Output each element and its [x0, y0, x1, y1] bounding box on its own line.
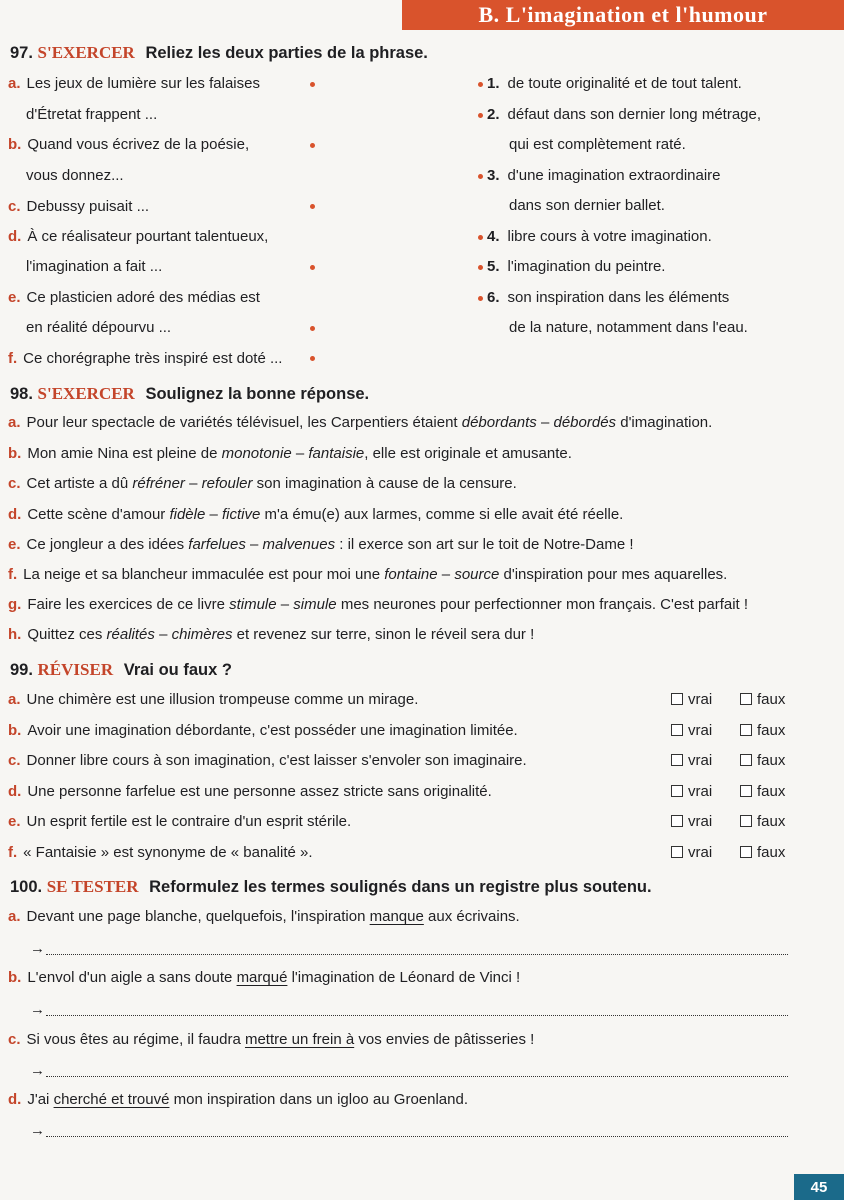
exercise-98-title	[10, 384, 369, 404]
underlined-term: cherché et trouvé	[53, 1091, 170, 1108]
checkbox-box[interactable]	[740, 846, 752, 858]
match-dot-left-d[interactable]	[310, 265, 315, 270]
true-false-item	[8, 783, 492, 800]
exercise-keyword: S'EXERCER	[37, 384, 135, 403]
arrow-icon: →	[30, 1122, 45, 1139]
item-text-after: d'imagination.	[616, 414, 713, 431]
item-text-before: Pour leur spectacle de variétés télévisuel, les Carpentiers étaient	[26, 414, 462, 431]
exercise-keyword: S'EXERCER	[37, 43, 135, 62]
checkbox-box[interactable]	[671, 785, 683, 797]
item-text-before: La neige et sa blancheur immaculée est pour moi une	[23, 566, 385, 583]
checkbox-box[interactable]	[671, 693, 683, 705]
option-separator: –	[276, 596, 294, 613]
match-dot-left-e[interactable]	[310, 326, 315, 331]
left-item-a	[8, 75, 260, 92]
answer-option-1[interactable]: fidèle	[169, 506, 206, 523]
exercise-number: 99.	[10, 661, 33, 679]
answer-option-2[interactable]: fantaisie	[308, 445, 365, 462]
reformulate-item	[8, 908, 520, 925]
exercise-98-item	[8, 506, 623, 523]
item-text-after: vos envies de pâtisseries !	[354, 1031, 535, 1048]
right-item-3	[487, 167, 721, 184]
exercise-instruction: Reliez les deux parties de la phrase.	[145, 44, 428, 62]
item-text-after: mes neurones pour perfectionner mon français. C'est parfait !	[336, 596, 749, 613]
match-dot-left-c[interactable]	[310, 204, 315, 209]
checkbox-box[interactable]	[740, 693, 752, 705]
item-text-before: Devant une page blanche, quelquefois, l'inspiration	[26, 908, 370, 925]
page-number-badge	[794, 1174, 844, 1200]
section-title: B. L'imagination et l'humour	[478, 2, 768, 27]
true-false-item	[8, 844, 313, 861]
true-checkbox[interactable]	[671, 783, 712, 800]
item-text-before: Si vous êtes au régime, il faudra	[26, 1031, 245, 1048]
exercise-99-title	[10, 660, 232, 680]
item-letter: d.	[8, 783, 22, 800]
right-item-2-cont: qui est complètement raté.	[509, 136, 686, 153]
left-item-c	[8, 198, 149, 215]
right-item-6	[487, 289, 729, 306]
answer-option-2[interactable]: fictive	[222, 506, 261, 523]
match-dot-right-3[interactable]	[478, 174, 483, 179]
answer-option-1[interactable]: débordants	[461, 414, 537, 431]
answer-option-1[interactable]: fontaine	[384, 566, 438, 583]
answer-option-1[interactable]: monotonie	[221, 445, 292, 462]
right-item-6-cont: de la nature, notamment dans l'eau.	[509, 319, 748, 336]
answer-option-1[interactable]: farfelues	[188, 536, 246, 553]
exercise-98-item	[8, 596, 748, 613]
true-checkbox[interactable]	[671, 752, 712, 769]
underlined-term: mettre un frein à	[244, 1031, 355, 1048]
match-dot-left-b[interactable]	[310, 143, 315, 148]
item-number: 5.	[487, 258, 500, 275]
item-letter: a.	[8, 908, 21, 925]
arrow-icon: →	[30, 940, 45, 957]
left-item-b-cont: vous donnez...	[26, 167, 124, 184]
item-letter: c.	[8, 475, 21, 492]
item-letter: d.	[8, 1091, 22, 1108]
option-separator: –	[184, 475, 202, 492]
true-checkbox[interactable]	[671, 691, 712, 708]
false-label: faux	[757, 783, 786, 800]
false-label: faux	[757, 752, 786, 769]
option-separator: –	[437, 566, 455, 583]
page-number: 45	[810, 1178, 828, 1196]
item-text: Avoir une imagination débordante, c'est posséder une imagination limitée.	[27, 722, 518, 739]
true-label: vrai	[688, 813, 713, 830]
answer-option-1[interactable]: réfréner	[132, 475, 185, 492]
item-text-after: mon inspiration dans un igloo au Groenland.	[169, 1091, 468, 1108]
false-checkbox[interactable]	[740, 844, 785, 861]
item-text-before: Quittez ces	[27, 626, 107, 643]
left-item-a-cont: d'Étretat frappent ...	[26, 106, 158, 123]
right-item-2	[487, 106, 761, 123]
item-text: son inspiration dans les éléments	[507, 289, 730, 306]
dotted-answer-field[interactable]	[46, 1015, 788, 1016]
left-item-f	[8, 350, 282, 367]
answer-option-2[interactable]: source	[454, 566, 500, 583]
item-letter: f.	[8, 566, 18, 583]
item-text-before: J'ai	[27, 1091, 54, 1108]
right-item-5	[487, 258, 665, 275]
exercise-instruction: Vrai ou faux ?	[123, 661, 232, 679]
exercise-98-item	[8, 566, 727, 583]
item-text-after: son imagination à cause de la censure.	[252, 475, 517, 492]
item-text: l'imagination du peintre.	[507, 258, 666, 275]
item-letter: b.	[8, 969, 22, 986]
match-dot-left-f[interactable]	[310, 356, 315, 361]
item-text-after: aux écrivains.	[423, 908, 520, 925]
answer-option-1[interactable]: stimule	[229, 596, 277, 613]
false-checkbox[interactable]	[740, 691, 785, 708]
item-text-after: et revenez sur terre, sinon le réveil sera dur !	[232, 626, 535, 643]
exercise-98-item	[8, 414, 712, 431]
item-text-before: Cette scène d'amour	[27, 506, 170, 523]
true-false-item	[8, 691, 418, 708]
checkbox-box[interactable]	[671, 815, 683, 827]
true-false-item	[8, 722, 518, 739]
option-separator: –	[205, 506, 222, 523]
false-checkbox[interactable]	[740, 783, 785, 800]
answer-line[interactable]	[30, 940, 788, 958]
item-text: Ce chorégraphe très inspiré est doté ...	[23, 350, 283, 367]
answer-option-2[interactable]: simule	[293, 596, 337, 613]
item-number: 2.	[487, 106, 500, 123]
false-label: faux	[757, 722, 786, 739]
item-text: « Fantaisie » est synonyme de « banalité ».	[23, 844, 313, 861]
arrow-icon: →	[30, 1001, 45, 1018]
item-text: Une personne farfelue est une personne assez stricte sans originalité.	[27, 783, 492, 800]
answer-option-2[interactable]: débordés	[553, 414, 617, 431]
arrow-icon: →	[30, 1062, 45, 1079]
item-letter: a.	[8, 414, 21, 431]
match-dot-left-a[interactable]	[310, 82, 315, 87]
item-letter: b.	[8, 722, 22, 739]
left-item-b	[8, 136, 249, 153]
item-number: 1.	[487, 75, 500, 92]
item-text-after: : il exerce son art sur le toit de Notre-Dame !	[335, 536, 634, 553]
item-text-before: L'envol d'un aigle a sans doute	[27, 969, 237, 986]
item-text: Ce plasticien adoré des médias est	[26, 289, 260, 306]
option-separator: –	[536, 414, 554, 431]
dotted-answer-field[interactable]	[46, 1136, 788, 1137]
false-checkbox[interactable]	[740, 752, 785, 769]
item-number: 6.	[487, 289, 500, 306]
answer-line[interactable]	[30, 1122, 788, 1140]
checkbox-box[interactable]	[671, 846, 683, 858]
item-text-after: d'inspiration pour mes aquarelles.	[499, 566, 728, 583]
item-text: À ce réalisateur pourtant talentueux,	[27, 228, 269, 245]
false-label: faux	[757, 844, 786, 861]
item-letter: b.	[8, 445, 22, 462]
answer-line[interactable]	[30, 1062, 788, 1080]
exercise-instruction: Soulignez la bonne réponse.	[145, 385, 370, 403]
item-letter: d.	[8, 228, 22, 245]
exercise-instruction: Reformulez les termes soulignés dans un registre plus soutenu.	[149, 878, 652, 896]
checkbox-box[interactable]	[740, 785, 752, 797]
item-number: 3.	[487, 167, 500, 184]
item-text: Donner libre cours à son imagination, c'est laisser s'envoler son imaginaire.	[26, 752, 527, 769]
item-letter: e.	[8, 289, 21, 306]
exercise-number: 100.	[10, 878, 43, 896]
item-letter: a.	[8, 691, 21, 708]
item-text-before: Ce jongleur a des idées	[26, 536, 189, 553]
false-label: faux	[757, 813, 786, 830]
item-number: 4.	[487, 228, 500, 245]
exercise-100-title	[10, 877, 652, 897]
checkbox-box[interactable]	[671, 754, 683, 766]
true-label: vrai	[688, 691, 713, 708]
item-text-after: m'a ému(e) aux larmes, comme si elle avait été réelle.	[260, 506, 624, 523]
checkbox-box[interactable]	[671, 724, 683, 736]
checkbox-box[interactable]	[740, 815, 752, 827]
left-item-d-cont: l'imagination a fait ...	[26, 258, 163, 275]
item-text: libre cours à votre imagination.	[507, 228, 712, 245]
exercise-97-title	[10, 43, 428, 63]
match-dot-right-4[interactable]	[478, 235, 483, 240]
item-text-before: Faire les exercices de ce livre	[27, 596, 230, 613]
item-text-before: Cet artiste a dû	[26, 475, 133, 492]
item-letter: c.	[8, 198, 21, 215]
exercise-98-item	[8, 445, 572, 462]
answer-option-2[interactable]: refouler	[201, 475, 253, 492]
item-text-after: , elle est originale et amusante.	[364, 445, 572, 462]
right-item-3-cont: dans son dernier ballet.	[509, 197, 665, 214]
item-text-after: l'imagination de Léonard de Vinci !	[287, 969, 521, 986]
match-dot-right-6[interactable]	[478, 296, 483, 301]
item-letter: c.	[8, 1031, 21, 1048]
item-letter: d.	[8, 506, 22, 523]
true-label: vrai	[688, 783, 713, 800]
option-separator: –	[154, 626, 172, 643]
checkbox-box[interactable]	[740, 724, 752, 736]
reformulate-item	[8, 969, 520, 986]
right-item-1	[487, 75, 742, 92]
exercise-98-item	[8, 536, 634, 553]
item-text: Un esprit fertile est le contraire d'un esprit stérile.	[26, 813, 352, 830]
underlined-term: marqué	[236, 969, 288, 986]
exercise-number: 97.	[10, 44, 33, 62]
checkbox-box[interactable]	[740, 754, 752, 766]
answer-option-2[interactable]: malvenues	[262, 536, 336, 553]
true-false-item	[8, 813, 351, 830]
item-letter: c.	[8, 752, 21, 769]
exercise-keyword: RÉVISER	[37, 660, 114, 679]
false-label: faux	[757, 691, 786, 708]
dotted-answer-field[interactable]	[46, 1076, 788, 1077]
section-header	[402, 0, 844, 30]
item-letter: h.	[8, 626, 22, 643]
left-item-e	[8, 289, 260, 306]
exercise-98-item	[8, 475, 517, 492]
match-dot-right-1[interactable]	[478, 82, 483, 87]
item-letter: b.	[8, 136, 22, 153]
item-text: d'une imagination extraordinaire	[507, 167, 721, 184]
item-text: Debussy puisait ...	[26, 198, 150, 215]
item-letter: g.	[8, 596, 22, 613]
exercise-98-item	[8, 626, 534, 643]
reformulate-item	[8, 1091, 468, 1108]
true-label: vrai	[688, 722, 713, 739]
item-letter: e.	[8, 813, 21, 830]
true-label: vrai	[688, 844, 713, 861]
item-letter: f.	[8, 844, 18, 861]
underlined-term: manque	[369, 908, 424, 925]
item-letter: f.	[8, 350, 18, 367]
exercise-keyword: SE TESTER	[46, 877, 139, 896]
true-label: vrai	[688, 752, 713, 769]
item-text: Une chimère est une illusion trompeuse comme un mirage.	[26, 691, 419, 708]
item-letter: e.	[8, 536, 21, 553]
match-dot-right-2[interactable]	[478, 113, 483, 118]
item-text-before: Mon amie Nina est pleine de	[27, 445, 222, 462]
match-dot-right-5[interactable]	[478, 265, 483, 270]
answer-option-2[interactable]: chimères	[171, 626, 233, 643]
reformulate-item	[8, 1031, 534, 1048]
true-false-item	[8, 752, 527, 769]
option-separator: –	[291, 445, 309, 462]
false-checkbox[interactable]	[740, 722, 785, 739]
item-text: Quand vous écrivez de la poésie,	[27, 136, 250, 153]
item-text: défaut dans son dernier long métrage,	[507, 106, 762, 123]
answer-line[interactable]	[30, 1001, 788, 1019]
left-item-d	[8, 228, 268, 245]
true-checkbox[interactable]	[671, 844, 712, 861]
right-item-4	[487, 228, 712, 245]
dotted-answer-field[interactable]	[46, 954, 788, 955]
option-separator: –	[245, 536, 263, 553]
item-text: Les jeux de lumière sur les falaises	[26, 75, 260, 92]
true-checkbox[interactable]	[671, 813, 712, 830]
item-letter: a.	[8, 75, 21, 92]
exercise-number: 98.	[10, 385, 33, 403]
answer-option-1[interactable]: réalités	[106, 626, 155, 643]
left-item-e-cont: en réalité dépourvu ...	[26, 319, 172, 336]
false-checkbox[interactable]	[740, 813, 785, 830]
item-text: de toute originalité et de tout talent.	[507, 75, 742, 92]
true-checkbox[interactable]	[671, 722, 712, 739]
